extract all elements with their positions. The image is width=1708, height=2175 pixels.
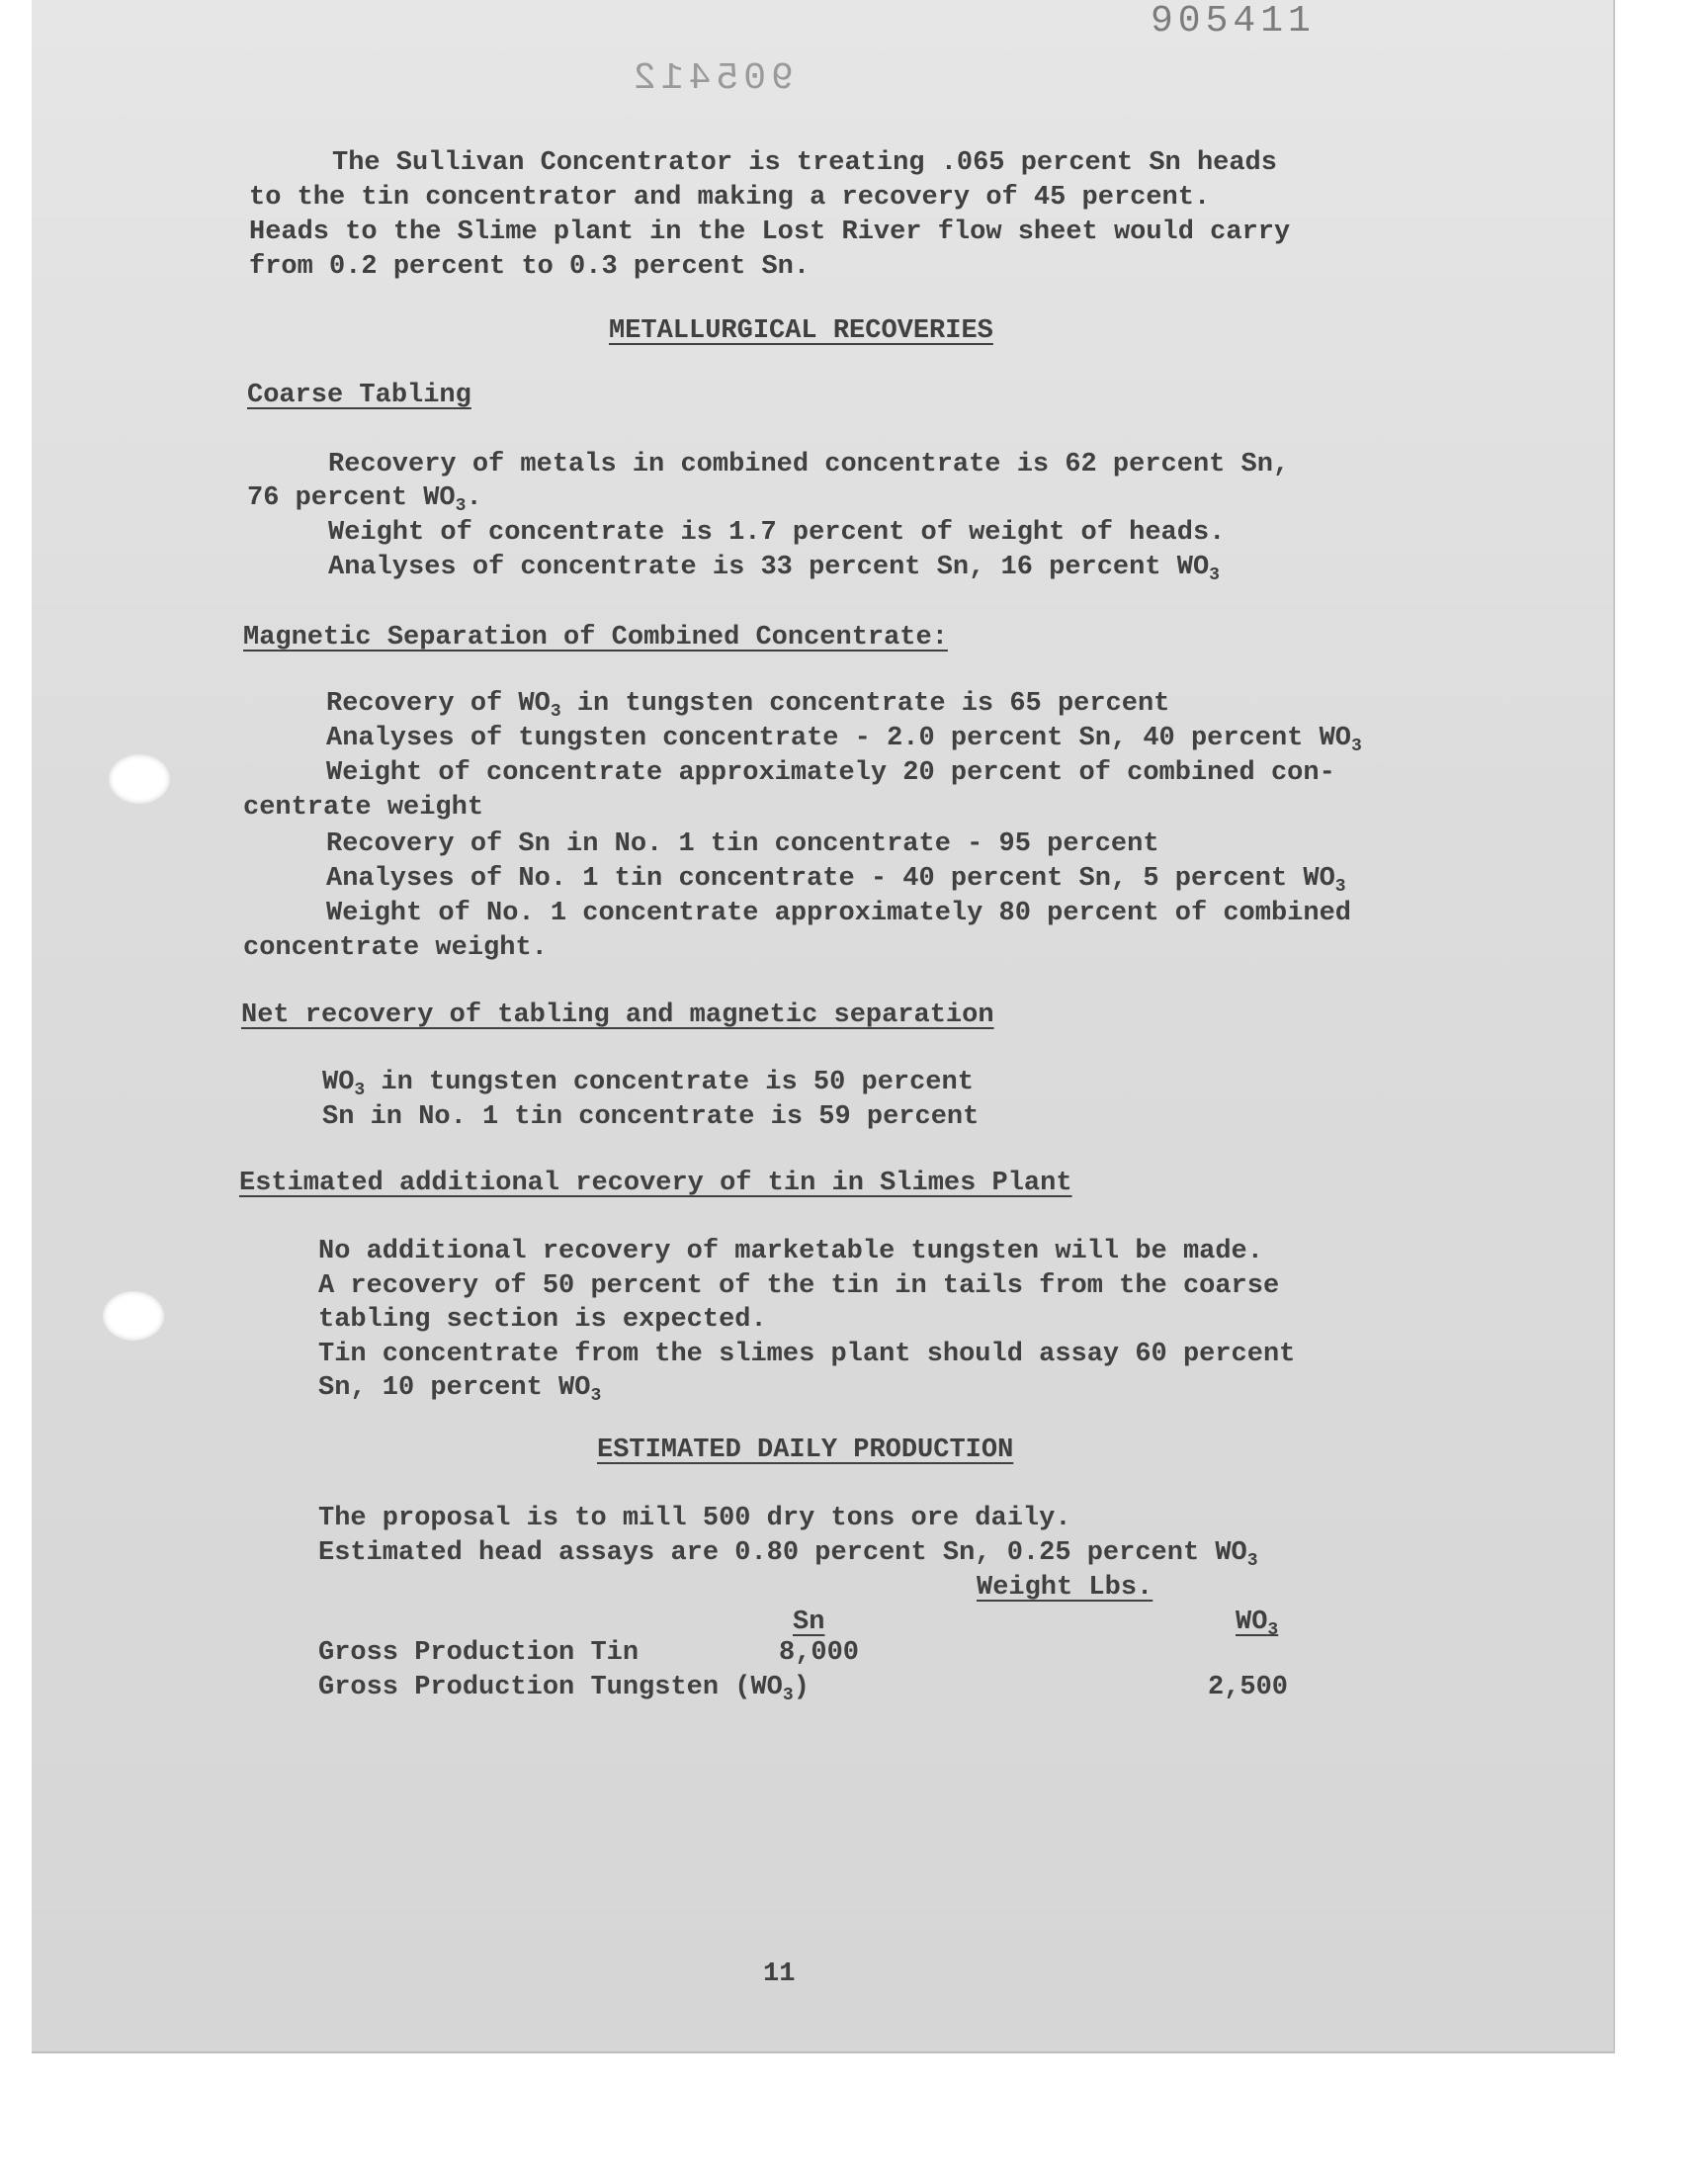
intro-line: from 0.2 percent to 0.3 percent Sn. [249, 252, 811, 282]
row-label: Gross Production Tin [318, 1638, 640, 1668]
text-line: Recovery of $WO_3$ in tungsten concentrate is 65 percent [326, 689, 1170, 722]
text-line: tabling section is expected. [318, 1305, 767, 1335]
column-header-sn: Sn [793, 1608, 825, 1637]
text-line: Sn, 10 percent $WO_3$ [318, 1373, 602, 1406]
section-title: METALLURGICAL RECOVERIES [609, 316, 993, 346]
subsection-heading: Net recovery of tabling and magnetic separation [241, 1000, 994, 1030]
text-line: Recovery of metals in combined concentrate is 62 percent Sn, [328, 450, 1290, 479]
intro-line: The Sullivan Concentrator is treating .065 percent Sn heads [332, 148, 1277, 178]
text-line: Weight of concentrate is 1.7 percent of weight of heads. [328, 518, 1226, 548]
scan-margin [0, 2074, 1708, 2175]
text-line: A recovery of 50 percent of the tin in tails from the coarse [318, 1271, 1280, 1301]
intro-line: Heads to the Slime plant in the Lost River flow sheet would carry [249, 218, 1291, 247]
subsection-heading: Magnetic Separation of Combined Concentrate: [243, 623, 948, 652]
bleed-through-stamp: 905412 [629, 57, 794, 100]
text-line: $WO_3$ in tungsten concentrate is 50 percent [322, 1068, 974, 1100]
text-line: Weight of No. 1 concentrate approximately 80 percent of combined [326, 899, 1351, 928]
section-title: ESTIMATED DAILY PRODUCTION [597, 1436, 1014, 1465]
punch-hole [103, 1291, 164, 1341]
archive-stamp: 905411 [1151, 0, 1316, 43]
text-line: Estimated head assays are 0.80 percent Sn, 0.25 percent $WO_3$ [318, 1538, 1258, 1571]
table-group-header: Weight Lbs. [977, 1573, 1153, 1603]
row-value-sn: 8,000 [779, 1638, 860, 1668]
text-line: Weight of concentrate approximately 20 percent of combined con- [326, 758, 1335, 788]
row-value-wo: 2,500 [1208, 1673, 1289, 1702]
text-line: Analyses of tungsten concentrate - 2.0 percent Sn, 40 percent $WO_3$ [326, 724, 1362, 756]
subsection-heading: Coarse Tabling [247, 381, 471, 410]
text-line: Analyses of concentrate is 33 percent Sn, 16 percent $WO_3$ [328, 553, 1220, 585]
text-line: Analyses of No. 1 tin concentrate - 40 percent Sn, 5 percent $WO_3$ [326, 864, 1346, 897]
column-header-wo: $WO_3$ [1236, 1608, 1279, 1640]
row-label: Gross Production Tungsten $(WO_3)$ [318, 1673, 810, 1705]
text-line: No additional recovery of marketable tungsten will be made. [318, 1237, 1263, 1266]
text-line: 76 percent $WO_3$. [247, 483, 482, 516]
text-line: concentrate weight. [243, 933, 548, 963]
page-number: 11 [763, 1959, 796, 1989]
text-line: Tin concentrate from the slimes plant should assay 60 percent [318, 1340, 1296, 1369]
text-line: Sn in No. 1 tin concentrate is 59 percent [322, 1102, 980, 1132]
text-line: centrate weight [243, 793, 484, 823]
intro-line: to the tin concentrator and making a recovery of 45 percent. [249, 183, 1211, 213]
subsection-heading: Estimated additional recovery of tin in Slimes Plant [239, 1169, 1072, 1198]
text-line: The proposal is to mill 500 dry tons ore daily. [318, 1504, 1071, 1533]
punch-hole [109, 754, 170, 804]
text-line: Recovery of Sn in No. 1 tin concentrate - 95 percent [326, 829, 1159, 859]
